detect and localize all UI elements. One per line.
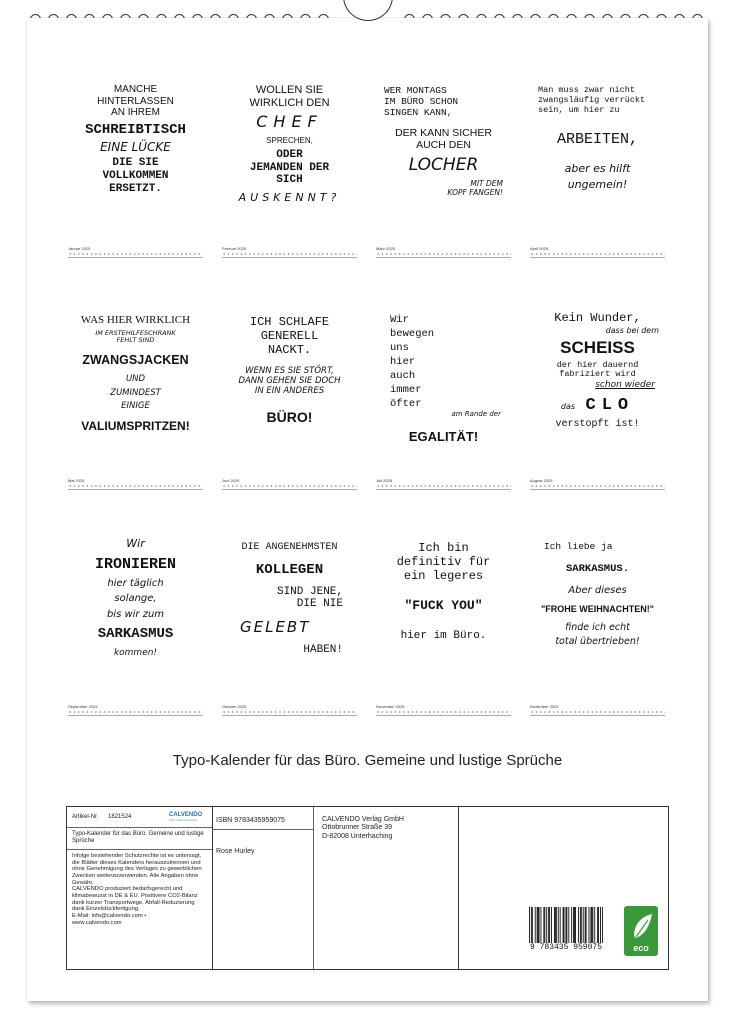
quote-line: SIND JENE, xyxy=(276,585,343,598)
barcode-number: 9 783435 959075 xyxy=(527,943,605,952)
quote-line: NACKT. xyxy=(267,342,312,357)
quote-line: Ich bin xyxy=(418,541,469,555)
month-november xyxy=(376,528,511,718)
quote-line: SPRECHEN, xyxy=(266,135,313,145)
month-march xyxy=(376,70,511,260)
month-grid xyxy=(376,478,511,492)
quote-line: IM BÜRO SCHON xyxy=(384,95,459,107)
quote-line: WIRKLICH DEN xyxy=(249,96,330,109)
quote-line: WENN ES SIE STÖRT, xyxy=(245,366,334,377)
quote-line: VOLLKOMMEN xyxy=(102,170,169,183)
quote-line: HINTERLASSEN xyxy=(97,95,174,107)
product-name: Typo-Kalender für das Büro. Gemeine und lustige Sprüche xyxy=(72,831,204,845)
quote-line: EINE LÜCKE xyxy=(100,139,171,154)
publisher-line: D-82008 Unterhaching xyxy=(322,832,393,840)
brand-name: CALVENDO xyxy=(169,812,203,818)
month-july xyxy=(376,302,511,492)
quote-line: ungemein! xyxy=(567,178,628,192)
quote-line: ARBEITEN, xyxy=(556,131,638,149)
quote-line: Wir xyxy=(390,314,409,326)
quote-line: ICH SCHLAFE xyxy=(249,315,330,329)
month-grid xyxy=(68,704,203,718)
month-october xyxy=(222,528,357,718)
month-grid xyxy=(530,246,665,260)
quote-line: sein, um hier zu xyxy=(538,104,620,115)
publisher-line: CALVENDO Verlag GmbH xyxy=(322,816,404,823)
month-december xyxy=(530,528,665,718)
month-grid xyxy=(222,246,357,260)
month-grid xyxy=(68,246,203,260)
quote-line: fabriziert wird xyxy=(559,369,636,380)
calendar-title: Typo-Kalender für das Büro. Gemeine und lustige Sprüche xyxy=(172,752,563,769)
eco-logo xyxy=(624,906,658,956)
quote-line: ODER xyxy=(276,148,303,161)
month-grid xyxy=(68,478,203,492)
quote-line: SICH xyxy=(276,174,303,187)
quote-line: dass bei dem xyxy=(605,325,659,335)
quote-line: der hier dauernd xyxy=(556,359,639,370)
month-august xyxy=(530,302,665,492)
quote-line: IRONIEREN xyxy=(94,555,176,573)
quote-line: uns xyxy=(390,342,409,355)
quote-line: ZUMINDEST xyxy=(110,387,161,398)
info-col-middle xyxy=(212,807,459,969)
quote-line: ein legeres xyxy=(403,568,484,583)
quote-line: bewegen xyxy=(390,328,435,341)
quote-line: MIT DEM xyxy=(470,179,503,189)
quote-line: KOLLEGEN xyxy=(255,561,324,578)
month-grid xyxy=(530,478,665,492)
month-label: Februar 2025 xyxy=(222,246,247,251)
article-number: 1821524 xyxy=(108,814,132,820)
quote-line: CHEF xyxy=(256,112,323,132)
barcode xyxy=(527,907,605,952)
quote-line: EGALITÄT! xyxy=(408,429,479,445)
quote-line: am Rande der xyxy=(451,410,501,419)
quote-line: MANCHE xyxy=(113,84,158,95)
quote-line: CLO xyxy=(585,396,635,416)
quote-line: EINIGE xyxy=(121,401,150,412)
month-grid xyxy=(376,704,511,718)
quote-line: auch xyxy=(390,370,416,383)
quote-line: UND xyxy=(125,373,146,384)
month-label: Mai 2025 xyxy=(68,478,85,483)
quote-line: WER MONTAGS xyxy=(384,85,447,96)
quote-line: BÜRO! xyxy=(266,408,313,425)
quote-line: SINGEN KANN, xyxy=(384,106,453,118)
quote-line: DIE ANGENEHMSTEN xyxy=(241,542,338,553)
calvendo-logo xyxy=(169,812,207,822)
quote-line: DIE NIE xyxy=(296,598,343,611)
quote-line: Aber dieses xyxy=(568,584,627,596)
quote-line: solange, xyxy=(114,593,157,605)
quote-line: definitiv für xyxy=(396,554,491,569)
quote-line: "FUCK YOU" xyxy=(404,598,483,614)
quote-line: DIE SIE xyxy=(112,157,159,170)
quote-line: bis wir zum xyxy=(106,608,165,620)
quote-line: FEHLT SIND xyxy=(116,336,155,345)
contact-web: www.calvendo.com xyxy=(72,919,122,926)
quote-line: finde ich echt xyxy=(565,621,630,633)
publisher-line: Ottobrunner Straße 39 xyxy=(322,824,393,832)
quote-line: hier xyxy=(390,356,416,369)
author: Rose Hurley xyxy=(216,848,255,855)
quote-line: SCHREIBTISCH xyxy=(85,121,186,138)
legal-notice: Infolge bestehender Schutzrechte ist es untersagt, die Blätter dieses Kalenders herauszutrennen und ohne Genehmigung des Verlages zu gewerblichen Zwecken weiterzuverwenden. Alle Angaben ohne Gewähr. xyxy=(72,853,202,886)
month-february xyxy=(222,70,357,260)
isbn: ISBN 9783435959075 xyxy=(216,817,285,824)
month-label: September 2025 xyxy=(68,704,98,709)
quote-line: zwangsläufig verrückt xyxy=(538,94,646,105)
quote-line: Ich liebe ja xyxy=(544,541,613,552)
month-label: März 2025 xyxy=(376,246,395,251)
quote-line: Man muss zwar nicht xyxy=(538,85,635,95)
quote-line: GENERELL xyxy=(260,328,319,343)
quote-line: immer xyxy=(390,384,422,397)
info-col-left xyxy=(67,807,213,969)
quote-line: AUCH DEN xyxy=(416,138,471,151)
month-label: November 2025 xyxy=(376,704,405,709)
contact-email: E-Mail: info@calvendo.com • xyxy=(72,912,147,919)
quote-line: HABEN! xyxy=(303,644,343,657)
quote-line: Kein Wunder, xyxy=(554,311,641,325)
article-label: Artikel-Nr. xyxy=(72,814,99,820)
quote-line: Wir xyxy=(126,537,145,550)
quote-line: IM ERSTEHILFESCHRANK xyxy=(95,328,176,337)
quote-line: hier täglich xyxy=(107,577,164,589)
quote-line: AUSKENNT? xyxy=(238,190,341,204)
month-label: Dezember 2025 xyxy=(530,704,559,709)
month-label: April 2025 xyxy=(530,246,549,251)
month-may xyxy=(68,302,203,492)
quote-line: WOLLEN SIE xyxy=(255,84,324,96)
month-january xyxy=(68,70,203,260)
quote-line: KOPF FANGEN! xyxy=(447,188,503,198)
quote-line: ERSETZT. xyxy=(109,182,162,195)
quote-line: ZWANGSJACKEN xyxy=(82,352,189,367)
month-september xyxy=(68,528,203,718)
quote-line: GELEBT xyxy=(240,617,311,636)
quote-line: das xyxy=(560,402,576,412)
eco-label: eco xyxy=(633,943,649,953)
quote-line: verstopft ist! xyxy=(555,419,640,431)
quote-line: IN EIN ANDERES xyxy=(254,385,325,396)
quote-line: "FROHE WEIHNACHTEN!" xyxy=(540,604,655,615)
quote-line: kommen! xyxy=(113,648,158,659)
quote-line: schon wieder xyxy=(595,380,655,391)
month-grid xyxy=(530,704,665,718)
quote-line: JEMANDEN DER xyxy=(249,161,330,174)
quote-line: DANN GEHEN SIE DOCH xyxy=(238,376,341,387)
quote-line: aber es hilft xyxy=(564,161,631,175)
quote-line: total übertrieben! xyxy=(555,635,640,647)
quote-line: DER KANN SICHER xyxy=(395,126,492,139)
month-grid xyxy=(376,246,511,260)
quote-line: SCHEISS xyxy=(560,337,635,357)
month-label: Januar 2025 xyxy=(68,246,91,251)
quote-line: WAS HIER WIRKLICH xyxy=(80,314,191,326)
month-grid xyxy=(222,704,357,718)
month-label: Oktober 2025 xyxy=(222,704,247,709)
month-grid xyxy=(222,478,357,492)
month-label: August 2025 xyxy=(530,478,553,483)
quote-line: hier im Büro. xyxy=(400,630,487,643)
month-june xyxy=(222,302,357,492)
quote-line: öfter xyxy=(390,398,422,411)
month-label: Juni 2025 xyxy=(222,478,240,483)
quote-line: AN IHREM xyxy=(111,107,160,118)
quote-line: SARKASMUS. xyxy=(565,562,629,575)
brand-sub: Mein Kalenderverlag xyxy=(169,818,197,822)
quote-line: LOCHER xyxy=(408,154,479,175)
eco-notice: CALVENDO produziert bedarfsgerecht und klimabewusst in DE & EU. Positivere CO2-Bilanz dank kurzer Transportwege. Abfall-Reduzierung dank Einzelstückfertigung. xyxy=(72,886,198,913)
month-label: Juli 2025 xyxy=(376,478,393,483)
quote-line: SARKASMUS xyxy=(97,626,174,643)
quote-line: VALIUMSPRITZEN! xyxy=(81,419,190,434)
month-april xyxy=(530,70,665,260)
